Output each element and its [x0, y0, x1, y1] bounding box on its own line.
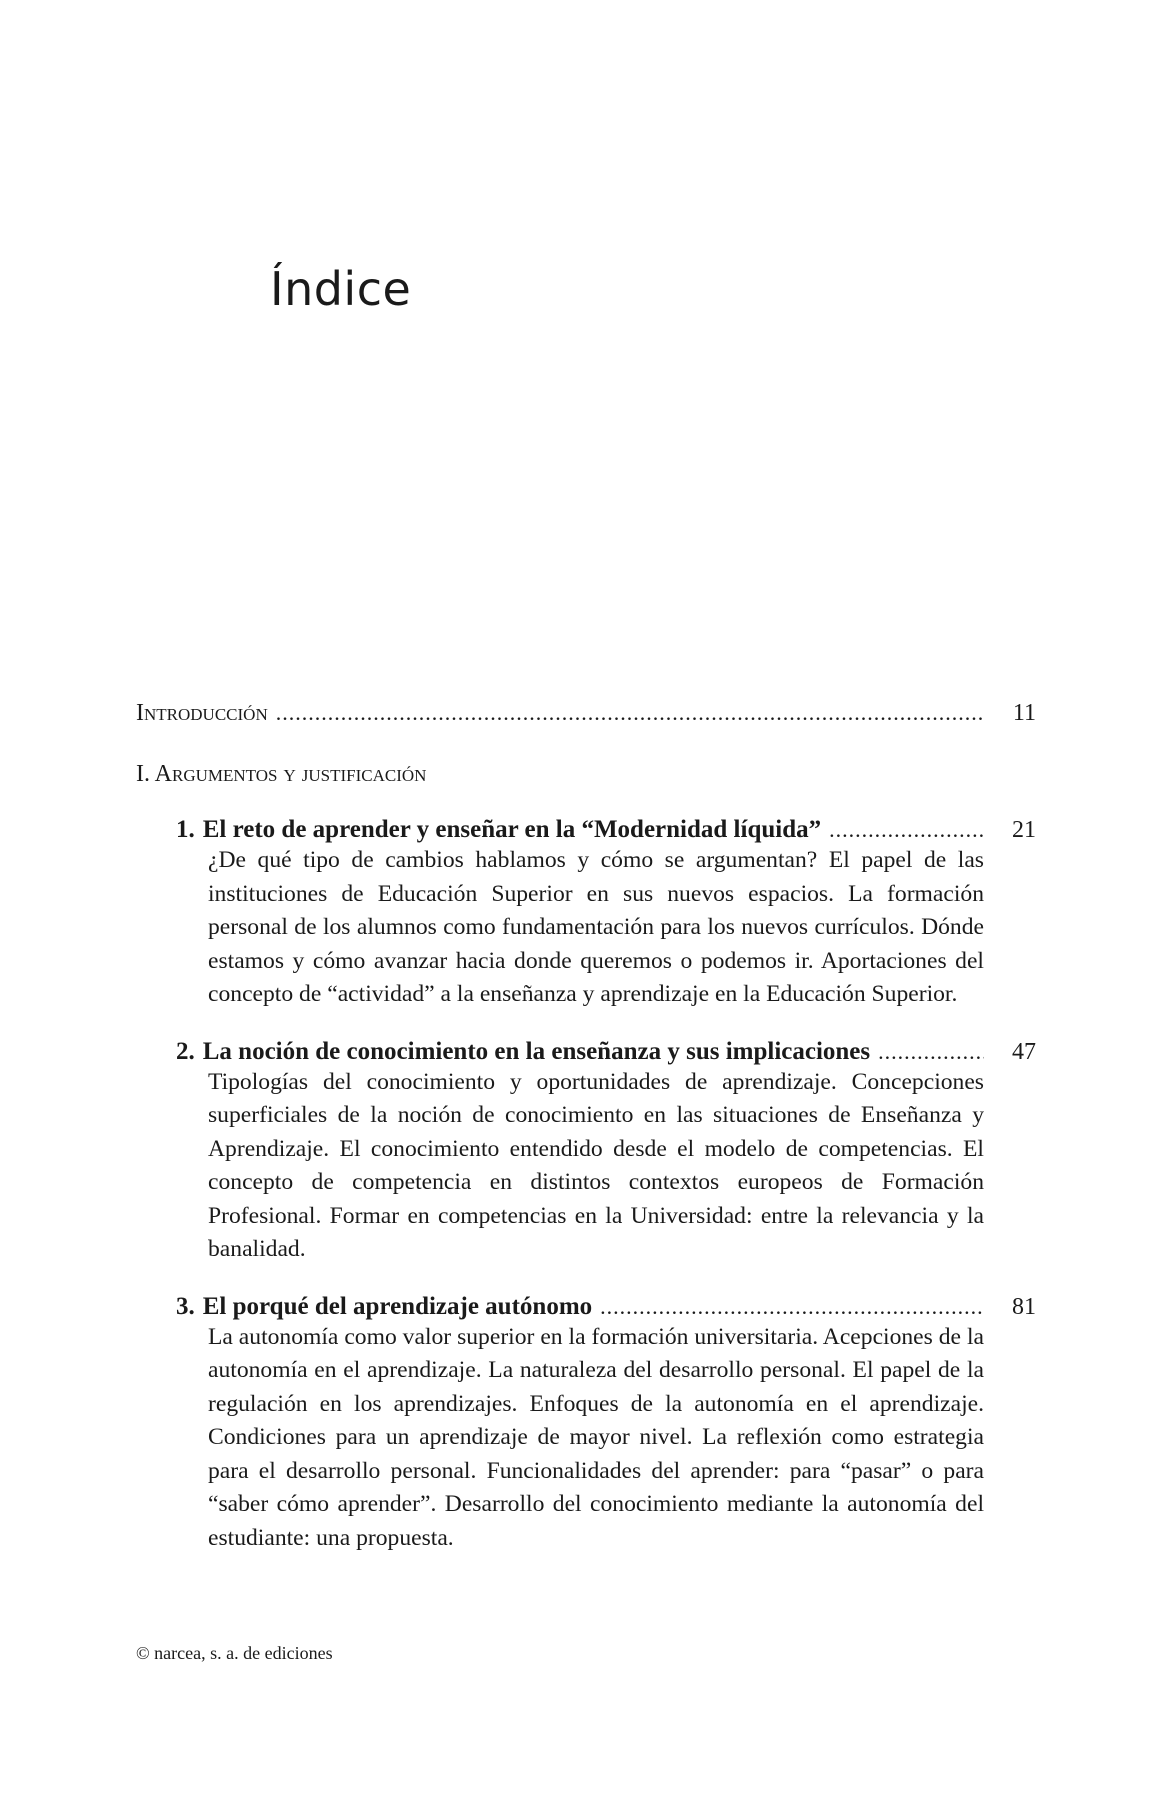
- dot-leader: [829, 817, 984, 843]
- toc-chapter-2[interactable]: [176, 1038, 1036, 1267]
- toc-entry-introduction[interactable]: [136, 700, 1036, 727]
- chapter-page-number: 81: [1012, 1293, 1036, 1320]
- toc-chapter-3[interactable]: [176, 1293, 1036, 1556]
- copyright-footer: © narcea, s. a. de ediciones: [136, 1643, 333, 1663]
- chapter-number: 1.: [176, 816, 195, 843]
- dot-leader: [878, 1039, 984, 1065]
- chapter-title: El porqué del aprendizaje autónomo: [202, 1292, 593, 1320]
- chapter-page-number: 21: [1012, 817, 1036, 843]
- chapter-page-number: 47: [1012, 1038, 1036, 1065]
- page-title: Índice: [270, 262, 412, 316]
- chapter-summary: Tipologías del conocimiento y oportunidades de aprendizaje. Concepciones superficiales de la noción de conocimiento en las situaciones de Enseñanza y Aprendizaje. El conocimiento entendido desde el modelo de competencias. El concepto de competencia en distintos contextos europeos de Formación Profesional. Formar en competencias en la Universidad: entre la relevancia y la banalidad.: [208, 1068, 984, 1262]
- chapter-summary: ¿De qué tipo de cambios hablamos y cómo se argumentan? El papel de las instituciones de Educación Superior en sus nuevos espacios. La formación personal de los alumnos como fundamentación para los nuevos currículos. Dónde estamos y cómo avanzar hacia donde queremos o podemos ir. Aportaciones del concepto de “actividad” a la enseñanza y aprendizaje en la Educación Superior.: [208, 847, 984, 1007]
- dot-leader: [276, 700, 984, 726]
- toc-chapter-1[interactable]: [176, 816, 1036, 1012]
- dot-leader: [600, 1294, 984, 1320]
- chapter-title: La noción de conocimiento en la enseñanza y sus implicaciones: [202, 1037, 871, 1065]
- table-of-contents: [136, 700, 1036, 1581]
- part-heading: I. Argumentos y justificación: [136, 761, 427, 787]
- chapter-summary: La autonomía como valor superior en la formación universitaria. Acepciones de la autonomía en el aprendizaje. La naturaleza del desarrollo personal. El papel de la regulación en los aprendizajes. Enfoques de la autonomía en el aprendizaje. Condiciones para un aprendizaje de mayor nivel. La reflexión como estrategia para el desarrollo personal. Funcionalidades del aprender: para “pasar” o para “saber cómo aprender”. Desarrollo del conocimiento mediante la autonomía del estudiante: una propuesta.: [208, 1323, 984, 1551]
- chapter-number: 3.: [176, 1292, 195, 1320]
- introduction-label: Introducción: [136, 700, 268, 726]
- chapter-title: El reto de aprender y enseñar en la “Modernidad líquida”: [202, 816, 822, 843]
- chapter-number: 2.: [176, 1037, 195, 1065]
- introduction-page-number: 11: [1012, 700, 1036, 726]
